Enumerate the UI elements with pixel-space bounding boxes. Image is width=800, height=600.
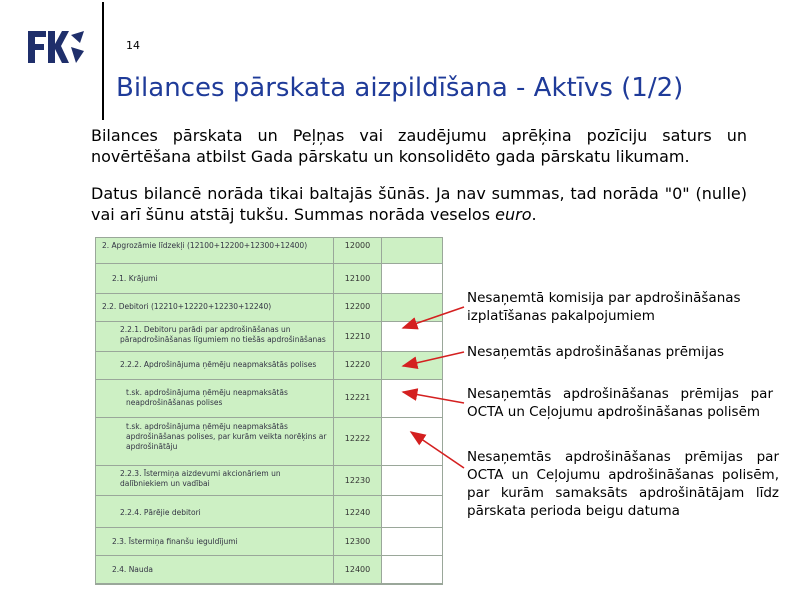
- table-row: [96, 294, 442, 322]
- intro-paragraph: Bilances pārskata un Peļņas vai zaudējumu aprēķina pozīciju saturs un novērtēšana atbilst Gada pārskatu un konsolidēto gada pārskatu likumam.: [91, 126, 747, 166]
- row-value: [382, 352, 442, 380]
- row-code: 12300: [334, 528, 382, 556]
- row-code: 12220: [334, 352, 382, 380]
- row-label: 2.2.1. Debitoru parādi par apdrošināšanas un pārapdrošināšanas līgumiem no tiešās apdrošināšanas: [96, 322, 334, 352]
- row-label: t.sk. apdrošinājuma ņēmēju neapmaksātās neapdrošināšanas polises: [96, 380, 334, 418]
- page-title: Bilances pārskata aizpildīšana - Aktīvs (1/2): [116, 73, 684, 103]
- row-value-input[interactable]: [382, 528, 442, 556]
- table-row: [96, 238, 442, 264]
- annotation-octa-paid-premiums: Nesaņemtās apdrošināšanas prēmijas par OCTA un Ceļojumu apdrošināšanas polisēm, par kurām samaksāts apdrošinātājam līdz pārskata perioda beigu datuma: [467, 449, 779, 519]
- row-label: 2.4. Nauda: [96, 556, 334, 584]
- row-label: 2.2.3. Īstermiņa aizdevumi akcionāriem un dalībniekiem un vadībai: [96, 466, 334, 496]
- instruction-paragraph: [91, 183, 747, 225]
- balance-sheet-table: [95, 237, 443, 585]
- annotation-unpaid-premiums: Nesaņemtās apdrošināšanas prēmijas: [467, 344, 724, 360]
- row-label: 2.3. Īstermiņa finanšu ieguldījumi: [96, 528, 334, 556]
- table-row: [96, 528, 442, 556]
- row-value: [382, 294, 442, 322]
- annotation-commission: Nesaņemtā komisija par apdrošināšanas izplatīšanas pakalpojumiem: [467, 290, 741, 324]
- row-label: 2.2.2. Apdrošinājuma ņēmēju neapmaksātās polises: [96, 352, 334, 380]
- row-value-input[interactable]: [382, 418, 442, 466]
- instruction-end: .: [531, 205, 537, 224]
- annotation-octa-premiums: Nesaņemtās apdrošināšanas prēmijas par OCTA un Ceļojumu apdrošināšanas polisēm: [467, 386, 773, 420]
- row-label: 2.2. Debitori (12210+12220+12230+12240): [96, 294, 334, 322]
- row-label: 2.1. Krājumi: [96, 264, 334, 294]
- table-row: [96, 380, 442, 418]
- table-row: [96, 496, 442, 528]
- header-divider: [102, 2, 104, 120]
- row-code: 12221: [334, 380, 382, 418]
- row-label: t.sk. apdrošinājuma ņēmēju neapmaksātās apdrošināšanas polises, par kurām veikta norēķins ar apdrošinātāju: [96, 418, 334, 466]
- table-row: [96, 264, 442, 294]
- table-row: [96, 352, 442, 380]
- row-value-input[interactable]: [382, 496, 442, 528]
- fktk-logo: [26, 27, 86, 67]
- row-code: 12400: [334, 556, 382, 584]
- table-row: [96, 322, 442, 352]
- instruction-text: Datus bilancē norāda tikai baltajās šūnās. Ja nav summas, tad norāda "0" (nulle) vai arī šūnu atstāj tukšu. Summas norāda veselos: [91, 184, 747, 224]
- page-number: 14: [126, 39, 140, 52]
- row-code: 12240: [334, 496, 382, 528]
- row-label: 2. Apgrozāmie līdzekļi (12100+12200+12300+12400): [96, 238, 334, 264]
- row-value-input[interactable]: [382, 322, 442, 352]
- row-value-input[interactable]: [382, 264, 442, 294]
- row-code: 12230: [334, 466, 382, 496]
- row-value: [382, 238, 442, 264]
- row-value-input[interactable]: [382, 380, 442, 418]
- row-label: 2.2.4. Pārējie debitori: [96, 496, 334, 528]
- row-code: 12210: [334, 322, 382, 352]
- row-code: 12100: [334, 264, 382, 294]
- table-row: [96, 418, 442, 466]
- row-value-input[interactable]: [382, 556, 442, 584]
- row-value-input[interactable]: [382, 466, 442, 496]
- row-code: 12200: [334, 294, 382, 322]
- table-row: [96, 556, 442, 584]
- table-row: [96, 466, 442, 496]
- instruction-italic: euro: [495, 205, 532, 224]
- row-code: 12222: [334, 418, 382, 466]
- row-code: 12000: [334, 238, 382, 264]
